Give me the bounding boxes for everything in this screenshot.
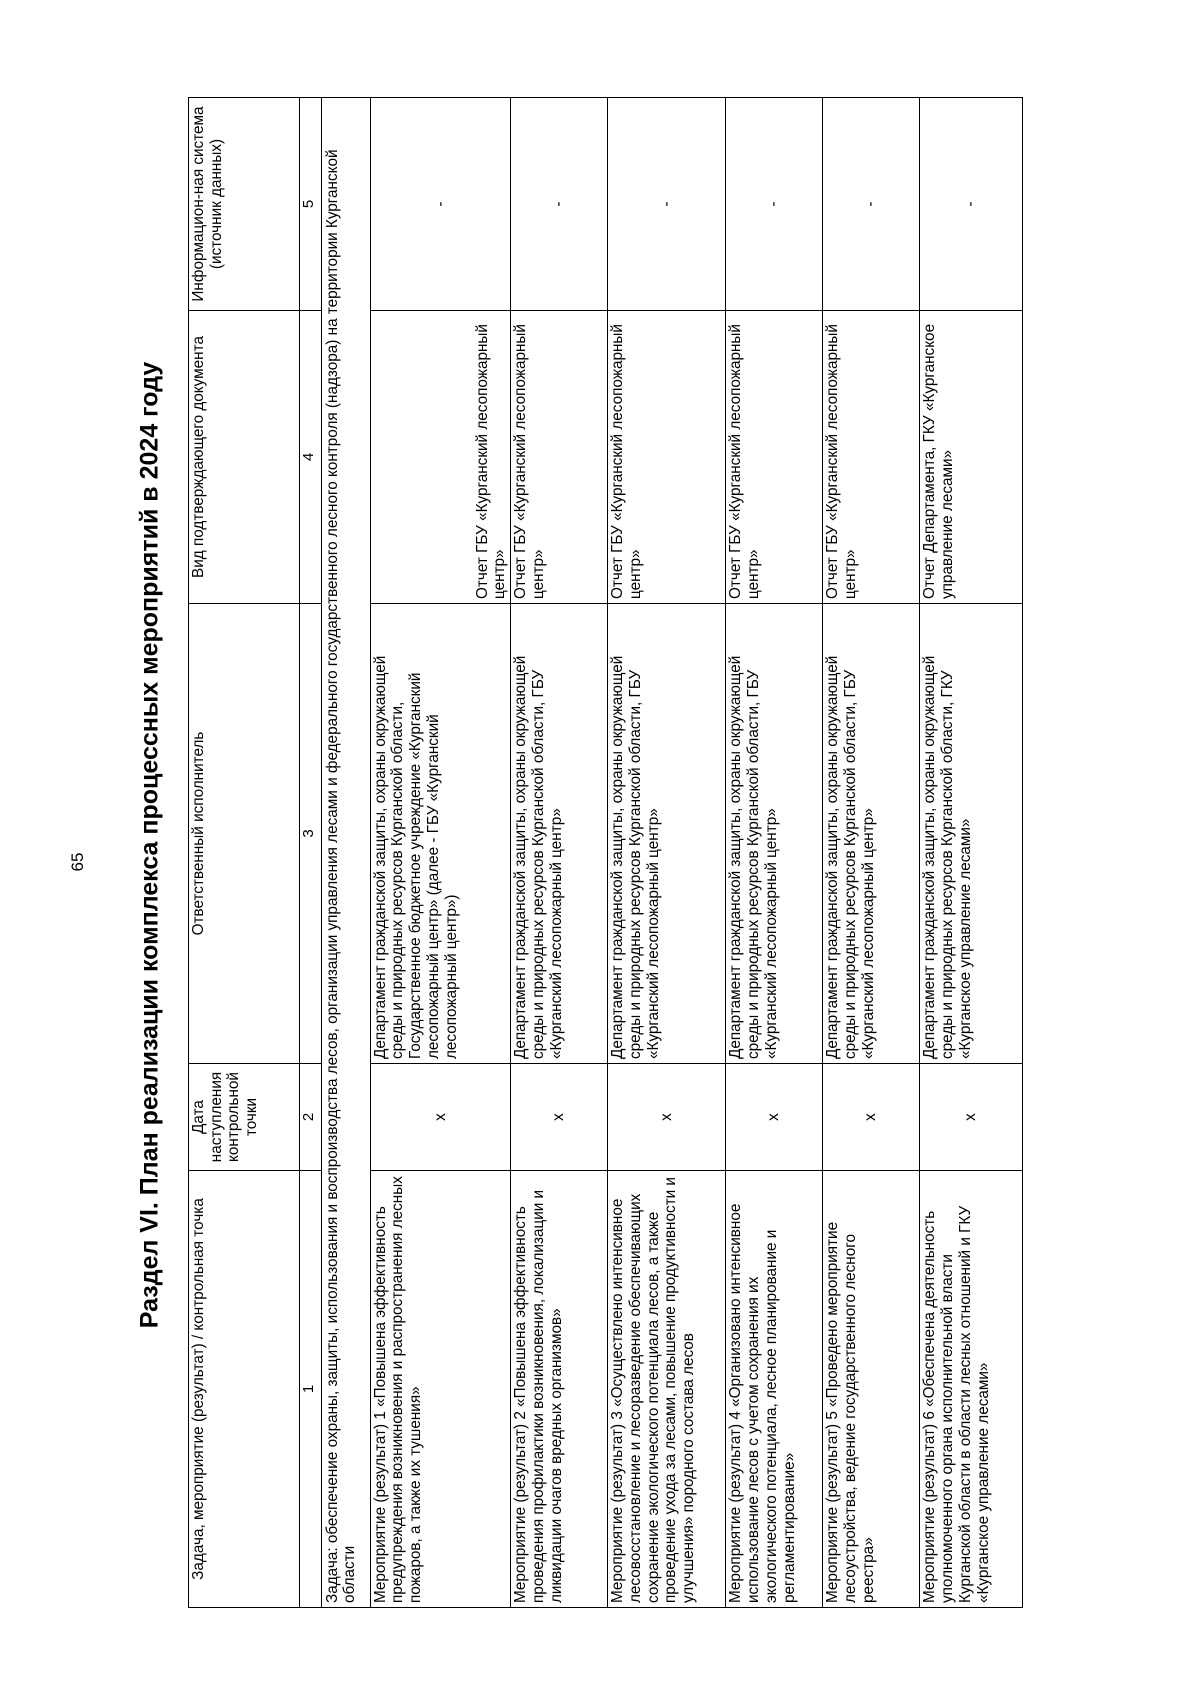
system-cell: -	[370, 98, 510, 311]
system-cell: -	[608, 98, 726, 311]
executor-cell: Департамент гражданской защиты, охраны окружающей среды и природных ресурсов Курганской области, ГБУ «Курганский лесопожарный центр»	[726, 604, 823, 1064]
page-title: Раздел VI. План реализации комплекса процессных мероприятий в 2024 году	[135, 361, 164, 1329]
date-cell: х	[511, 1064, 608, 1171]
table-row	[920, 98, 1023, 1608]
header-system: Информацион-ная система (источник данных)	[189, 98, 300, 311]
document-cell: Отчет ГБУ «Курганский лесопожарный центр»	[608, 311, 726, 604]
table-row	[511, 98, 608, 1608]
activity-cell: Мероприятие (результат) 4 «Организовано интенсивное использование лесов с учетом сохранения их экологического потенциала, лесное планирование и регламентирование»	[726, 1171, 823, 1608]
header-activity: Задача, мероприятие (результат) / контрольная точка	[189, 1171, 300, 1608]
column-number: 5	[300, 98, 321, 311]
document-cell: Отчет ГБУ «Курганский лесопожарный центр»	[370, 311, 510, 604]
system-cell: -	[823, 98, 920, 311]
date-cell: х	[608, 1064, 726, 1171]
plan-table	[188, 97, 1023, 1608]
executor-cell: Департамент гражданской защиты, охраны окружающей среды и природных ресурсов Курганской области, ГКУ «Курганское управление лесами»	[920, 604, 1023, 1064]
plan-table-container	[188, 98, 1023, 1608]
column-number: 3	[300, 604, 321, 1064]
table-row	[823, 98, 920, 1608]
table-row	[726, 98, 823, 1608]
table-row	[370, 98, 510, 1608]
activity-cell: Мероприятие (результат) 5 «Проведено мероприятие лесоустройства, ведение государственного лесного реестра»	[823, 1171, 920, 1608]
header-executor: Ответственный исполнитель	[189, 604, 300, 1064]
table-header-row	[189, 98, 300, 1608]
system-cell: -	[726, 98, 823, 311]
task-row	[321, 98, 370, 1608]
activity-cell: Мероприятие (результат) 3 «Осуществлено интенсивное лесовосстановление и лесоразведение обеспечивающих сохранение экологического потенциала лесов, а также проведение ухода за лесами, повышение продуктивности и улучшения» породного состава лесов	[608, 1171, 726, 1608]
executor-cell: Департамент гражданской защиты, охраны окружающей среды и природных ресурсов Курганской области, ГБУ «Курганский лесопожарный центр»	[511, 604, 608, 1064]
column-number: 1	[300, 1171, 321, 1608]
header-date: Дата наступления контрольной точки	[189, 1064, 300, 1171]
document-cell: Отчет Департамента, ГКУ «Курганское управление лесами»	[920, 311, 1023, 604]
document-cell: Отчет ГБУ «Курганский лесопожарный центр»	[823, 311, 920, 604]
date-cell: х	[726, 1064, 823, 1171]
task-text: Задача: обеспечение охраны, защиты, использования и воспроизводства лесов, организации управления лесами и федерального государственного лесного контроля (надзора) на территории Курганской области	[321, 98, 370, 1608]
date-cell: х	[370, 1064, 510, 1171]
date-cell: х	[920, 1064, 1023, 1171]
system-cell: -	[920, 98, 1023, 311]
activity-cell: Мероприятие (результат) 6 «Обеспечена деятельность уполномоченного органа исполнительной власти Курганской области в области лесных отношений и ГКУ «Курганское управление лесами»	[920, 1171, 1023, 1608]
system-cell: -	[511, 98, 608, 311]
column-number: 2	[300, 1064, 321, 1171]
activity-cell: Мероприятие (результат) 1 «Повышена эффективность предупреждения возникновения и распространения лесных пожаров, а также их тушения»	[370, 1171, 510, 1608]
document-cell: Отчет ГБУ «Курганский лесопожарный центр»	[511, 311, 608, 604]
column-number: 4	[300, 311, 321, 604]
page-number: 65	[68, 852, 87, 872]
date-cell: х	[823, 1064, 920, 1171]
executor-cell: Департамент гражданской защиты, охраны окружающей среды и природных ресурсов Курганской области, Государственное бюджетное учреждение «Курганский лесопожарный центр» (далее - ГБУ «Курганский лесопожарный центр»)	[370, 604, 510, 1064]
executor-cell: Департамент гражданской защиты, охраны окружающей среды и природных ресурсов Курганской области, ГБУ «Курганский лесопожарный центр»	[608, 604, 726, 1064]
header-document: Вид подтверждающего документа	[189, 311, 300, 604]
column-number-row	[300, 98, 321, 1608]
activity-cell: Мероприятие (результат) 2 «Повышена эффективность проведения профилактики возникновения, локализации и ликвидации очагов вредных организмов»	[511, 1171, 608, 1608]
executor-cell: Департамент гражданской защиты, охраны окружающей среды и природных ресурсов Курганской области, ГБУ «Курганский лесопожарный центр»	[823, 604, 920, 1064]
document-cell: Отчет ГБУ «Курганский лесопожарный центр»	[726, 311, 823, 604]
table-row	[608, 98, 726, 1608]
